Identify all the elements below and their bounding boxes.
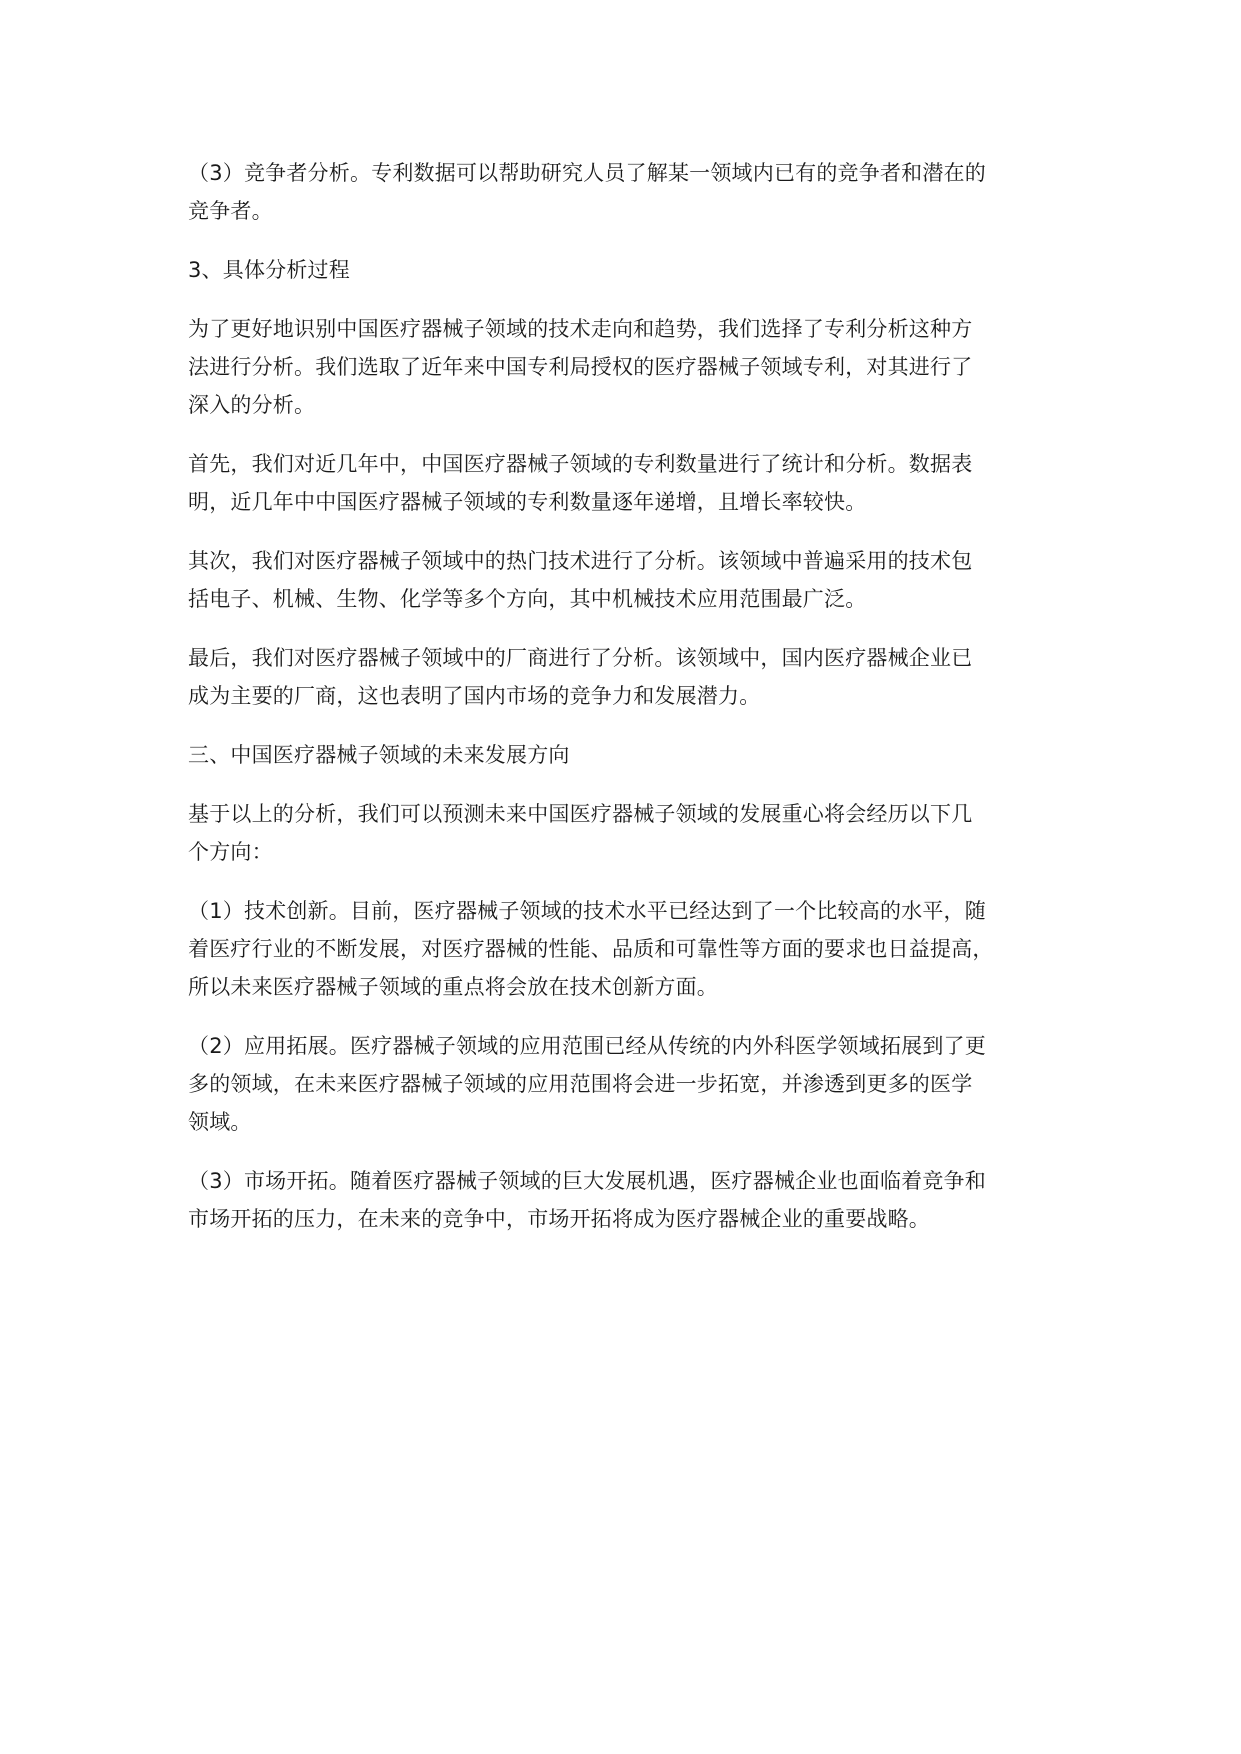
paragraph-method xyxy=(188,310,1088,424)
heading-text: 3、具体分析过程 xyxy=(188,258,350,282)
text-line: 个方向： xyxy=(188,840,273,864)
paragraph-last xyxy=(188,639,1088,715)
paragraph-competitor-analysis xyxy=(188,154,1088,230)
text-line: 着医疗行业的不断发展，对医疗器械的性能、品质和可靠性等方面的要求也日益提高， xyxy=(188,937,994,961)
heading-text: 三、中国医疗器械子领域的未来发展方向 xyxy=(188,743,570,767)
text-line: 明，近几年中中国医疗器械子领域的专利数量逐年递增，且增长率较快。 xyxy=(188,490,867,514)
text-line: （2）应用拓展。医疗器械子领域的应用范围已经从传统的内外科医学领域拓展到了更 xyxy=(188,1034,986,1058)
text-line: 为了更好地识别中国医疗器械子领域的技术走向和趋势，我们选择了专利分析这种方 xyxy=(188,317,973,341)
section-heading-future-direction xyxy=(188,736,1088,774)
text-line: 基于以上的分析，我们可以预测未来中国医疗器械子领域的发展重心将会经历以下几 xyxy=(188,802,973,826)
paragraph-application-expansion xyxy=(188,1027,1088,1141)
text-line: 首先，我们对近几年中，中国医疗器械子领域的专利数量进行了统计和分析。数据表 xyxy=(188,452,973,476)
paragraph-prediction xyxy=(188,795,1088,871)
text-line: （3）市场开拓。随着医疗器械子领域的巨大发展机遇，医疗器械企业也面临着竞争和 xyxy=(188,1169,986,1193)
paragraph-tech-innovation xyxy=(188,892,1088,1006)
text-line: 领域。 xyxy=(188,1110,252,1134)
text-line: 市场开拓的压力，在未来的竞争中，市场开拓将成为医疗器械企业的重要战略。 xyxy=(188,1207,930,1231)
text-line: 深入的分析。 xyxy=(188,393,316,417)
text-line: 其次，我们对医疗器械子领域中的热门技术进行了分析。该领域中普遍采用的技术包 xyxy=(188,549,973,573)
paragraph-market-development xyxy=(188,1162,1088,1238)
text-line: 多的领域，在未来医疗器械子领域的应用范围将会进一步拓宽，并渗透到更多的医学 xyxy=(188,1072,973,1096)
text-line: （1）技术创新。目前，医疗器械子领域的技术水平已经达到了一个比较高的水平，随 xyxy=(188,899,986,923)
paragraph-first xyxy=(188,445,1088,521)
paragraph-second xyxy=(188,542,1088,618)
text-line: 最后，我们对医疗器械子领域中的厂商进行了分析。该领域中，国内医疗器械企业已 xyxy=(188,646,973,670)
text-line: 括电子、机械、生物、化学等多个方向，其中机械技术应用范围最广泛。 xyxy=(188,587,867,611)
document-body xyxy=(188,154,1088,1259)
text-line: 成为主要的厂商，这也表明了国内市场的竞争力和发展潜力。 xyxy=(188,684,761,708)
text-line: 竞争者。 xyxy=(188,199,273,223)
text-line: 所以未来医疗器械子领域的重点将会放在技术创新方面。 xyxy=(188,975,718,999)
text-line: （3）竞争者分析。专利数据可以帮助研究人员了解某一领域内已有的竞争者和潜在的 xyxy=(188,161,986,185)
text-line: 法进行分析。我们选取了近年来中国专利局授权的医疗器械子领域专利，对其进行了 xyxy=(188,355,973,379)
section-heading-analysis-process xyxy=(188,251,1088,289)
